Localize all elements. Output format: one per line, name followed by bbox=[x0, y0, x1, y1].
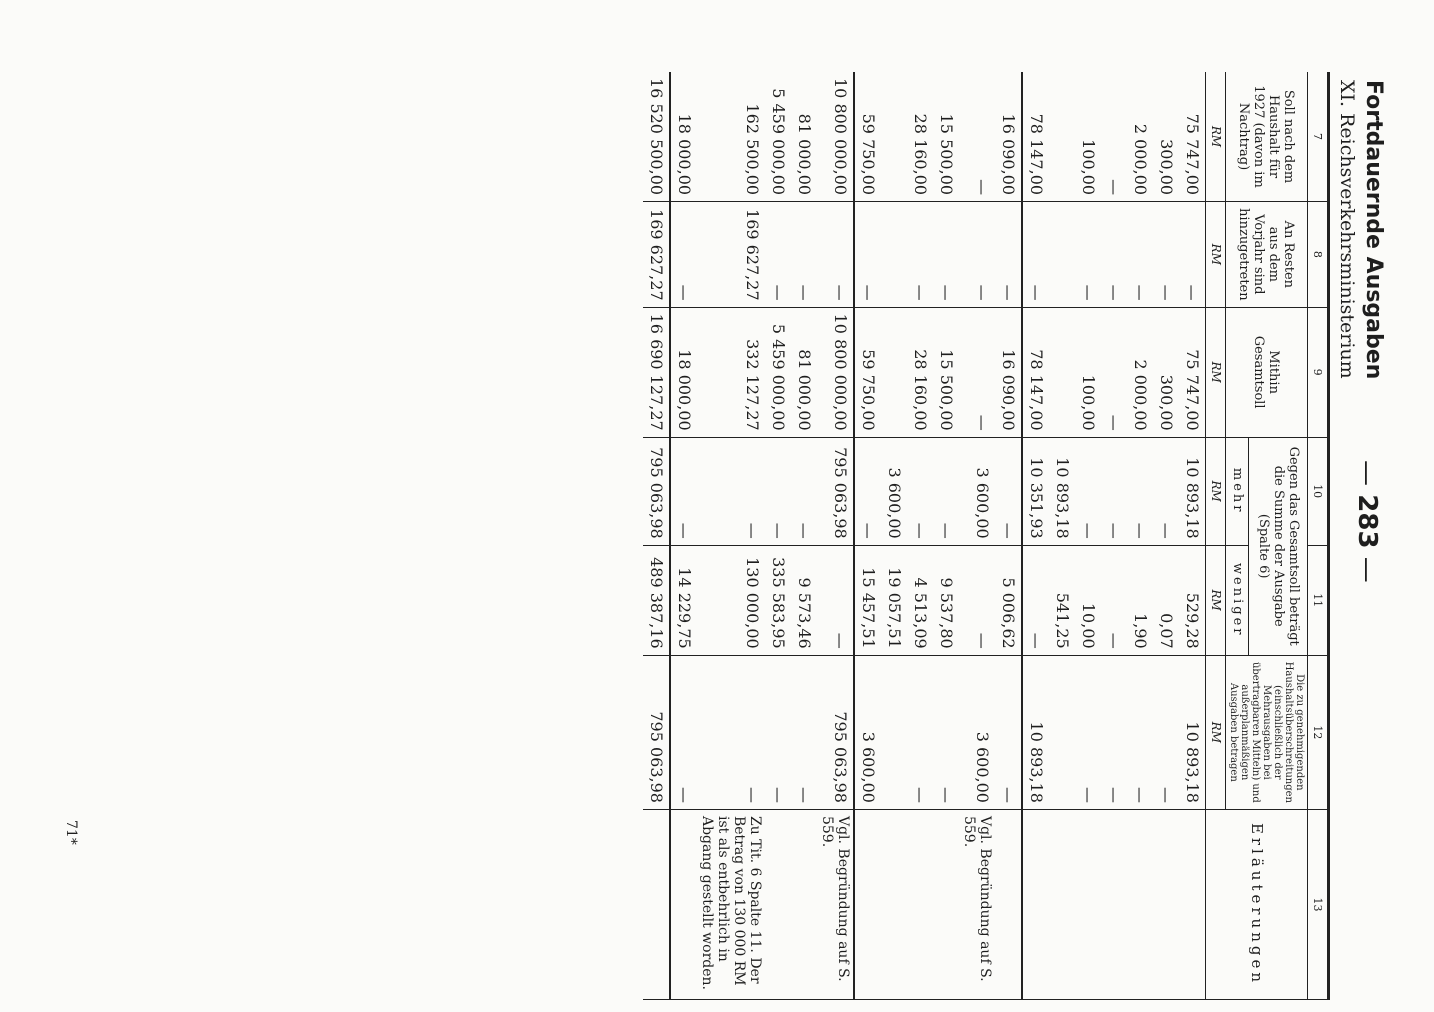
header-gesamtsoll: Mithin Gesamtsoll bbox=[1226, 307, 1308, 437]
total-row bbox=[643, 72, 670, 999]
cell-c12: 3 600,00 bbox=[854, 655, 881, 809]
cell-c8: — bbox=[1179, 202, 1206, 308]
cell-c9: — bbox=[959, 307, 995, 437]
cell-c11: 19 057,51 bbox=[881, 545, 907, 655]
cell-c7: 18 000,00 bbox=[670, 72, 697, 202]
table-body bbox=[643, 72, 1206, 999]
cell-c13 bbox=[791, 809, 817, 999]
cell-c12: — bbox=[765, 655, 791, 809]
cell-c11: — bbox=[1022, 545, 1049, 655]
table-row bbox=[933, 72, 959, 999]
cell-c10: — bbox=[1153, 437, 1179, 545]
cell-c10: 795 063,98 bbox=[817, 437, 854, 545]
cell-c11: 489 387,16 bbox=[643, 545, 670, 655]
cell-c8: — bbox=[817, 202, 854, 308]
cell-c7: 5 459 000,00 bbox=[765, 72, 791, 202]
cell-c7: 16 090,00 bbox=[995, 72, 1022, 202]
cell-c12: 3 600,00 bbox=[959, 655, 995, 809]
section-title: Fortdauernde Ausgaben bbox=[1361, 80, 1386, 380]
cell-c13: Zu Tit. 6 Spalte 11. Der Betrag von 130 000 RM ist als entbehrlich in Abgang gestellt worden. bbox=[697, 809, 765, 999]
cell-c13 bbox=[1101, 809, 1127, 999]
cell-c7: 2 000,00 bbox=[1127, 72, 1153, 202]
cell-c10: 795 063,98 bbox=[643, 437, 670, 545]
cell-c8: — bbox=[995, 202, 1022, 308]
cell-c8 bbox=[1049, 202, 1075, 308]
cell-c8: — bbox=[1101, 202, 1127, 308]
cell-c10: 3 600,00 bbox=[959, 437, 995, 545]
col-num-12: 12 bbox=[1308, 655, 1329, 809]
cell-c13 bbox=[1127, 809, 1153, 999]
cell-c11: 130 000,00 bbox=[697, 545, 765, 655]
table-row bbox=[995, 72, 1022, 999]
column-header-row bbox=[1249, 72, 1308, 999]
cell-c13 bbox=[854, 809, 881, 999]
cell-c13 bbox=[670, 809, 697, 999]
page-number: — 283 — bbox=[1352, 460, 1382, 583]
cell-c13: Vgl. Begründung auf S. 559. bbox=[959, 809, 995, 999]
cell-c7: 10 800 000,00 bbox=[817, 72, 854, 202]
cell-c12: — bbox=[791, 655, 817, 809]
cell-c10: — bbox=[995, 437, 1022, 545]
cell-c8: — bbox=[765, 202, 791, 308]
cell-c9: 10 800 000,00 bbox=[817, 307, 854, 437]
col-num-8: 8 bbox=[1308, 202, 1329, 308]
cell-c13 bbox=[1049, 809, 1075, 999]
cell-c13 bbox=[933, 809, 959, 999]
cell-c7: 78 147,00 bbox=[1022, 72, 1049, 202]
ministry-subtitle: XI. Reichsverkehrsministerium bbox=[1336, 80, 1358, 379]
table-row bbox=[1075, 72, 1101, 999]
cell-c10: — bbox=[670, 437, 697, 545]
sheet-mark: 71* bbox=[63, 820, 79, 845]
cell-c11: 10,00 bbox=[1075, 545, 1101, 655]
header-vergleich: Gegen das Gesamtsoll beträgt die Summe der Ausgabe (Spalte 6) bbox=[1249, 437, 1308, 655]
table-row bbox=[791, 72, 817, 999]
cell-c11: 529,28 bbox=[1179, 545, 1206, 655]
cell-c13 bbox=[765, 809, 791, 999]
table-row bbox=[1179, 72, 1206, 999]
cell-c7: 75 747,00 bbox=[1179, 72, 1206, 202]
cell-c9: 2 000,00 bbox=[1127, 307, 1153, 437]
cell-c7: 162 500,00 bbox=[697, 72, 765, 202]
header-ueberschreitungen: Die zu genehmigenden Haushaltsüberschreitungen (einschließlich der Mehrausgaben bei übertragbaren Mitteln) und außerplanmäßigen Ausgaben betragen bbox=[1226, 655, 1308, 809]
cell-c10: — bbox=[765, 437, 791, 545]
header-mehr: mehr bbox=[1226, 437, 1249, 545]
cell-c10: — bbox=[791, 437, 817, 545]
cell-c7: 28 160,00 bbox=[907, 72, 933, 202]
cell-c8: 169 627,27 bbox=[643, 202, 670, 308]
cell-c7 bbox=[1049, 72, 1075, 202]
cell-c8: — bbox=[1075, 202, 1101, 308]
cell-c9: 28 160,00 bbox=[907, 307, 933, 437]
cell-c8: — bbox=[933, 202, 959, 308]
cell-c8: 169 627,27 bbox=[697, 202, 765, 308]
cell-c8: — bbox=[1022, 202, 1049, 308]
table-row bbox=[1022, 72, 1049, 999]
table-row bbox=[1101, 72, 1127, 999]
cell-c12: — bbox=[1075, 655, 1101, 809]
cell-c9: 300,00 bbox=[1153, 307, 1179, 437]
cell-c8: — bbox=[1153, 202, 1179, 308]
cell-c10: 3 600,00 bbox=[881, 437, 907, 545]
cell-c10: 10 351,93 bbox=[1022, 437, 1049, 545]
cell-c8: — bbox=[854, 202, 881, 308]
cell-c9: 78 147,00 bbox=[1022, 307, 1049, 437]
cell-c7: — bbox=[1101, 72, 1127, 202]
cell-c9: — bbox=[1101, 307, 1127, 437]
cell-c12: 795 063,98 bbox=[643, 655, 670, 809]
cell-c13 bbox=[1075, 809, 1101, 999]
cell-c9: 16 090,00 bbox=[995, 307, 1022, 437]
table-row bbox=[1153, 72, 1179, 999]
cell-c11: 15 457,51 bbox=[854, 545, 881, 655]
cell-c9: 16 690 127,27 bbox=[643, 307, 670, 437]
cell-c11: 14 229,75 bbox=[670, 545, 697, 655]
cell-c12: — bbox=[907, 655, 933, 809]
cell-c13 bbox=[995, 809, 1022, 999]
cell-c10: 10 893,18 bbox=[1179, 437, 1206, 545]
unit-c10: RM bbox=[1206, 437, 1226, 545]
cell-c9: 18 000,00 bbox=[670, 307, 697, 437]
cell-c9: 81 000,00 bbox=[791, 307, 817, 437]
cell-c12: — bbox=[933, 655, 959, 809]
cell-c10: — bbox=[907, 437, 933, 545]
col-num-11: 11 bbox=[1308, 545, 1329, 655]
cell-c11: 541,25 bbox=[1049, 545, 1075, 655]
table-row bbox=[697, 72, 765, 999]
cell-c13 bbox=[907, 809, 933, 999]
cell-c13 bbox=[1153, 809, 1179, 999]
cell-c11: — bbox=[1101, 545, 1127, 655]
table-row bbox=[907, 72, 933, 999]
cell-c12: — bbox=[1153, 655, 1179, 809]
unit-c9: RM bbox=[1206, 307, 1226, 437]
cell-c11: 9 537,80 bbox=[933, 545, 959, 655]
table-row bbox=[854, 72, 881, 999]
cell-c8: — bbox=[670, 202, 697, 308]
cell-c10: 10 893,18 bbox=[1049, 437, 1075, 545]
cell-c13 bbox=[1022, 809, 1049, 999]
cell-c10: — bbox=[854, 437, 881, 545]
cell-c13: Vgl. Begründung auf S. 559. bbox=[817, 809, 854, 999]
table-row bbox=[765, 72, 791, 999]
cell-c11: 335 583,95 bbox=[765, 545, 791, 655]
cell-c7: — bbox=[959, 72, 995, 202]
header-erlaeuterungen: Erläuterungen bbox=[1206, 809, 1308, 999]
cell-c9: 100,00 bbox=[1075, 307, 1101, 437]
cell-c12: 795 063,98 bbox=[817, 655, 854, 809]
cell-c7: 300,00 bbox=[1153, 72, 1179, 202]
col-num-13: 13 bbox=[1308, 809, 1329, 999]
cell-c11: 1,90 bbox=[1127, 545, 1153, 655]
cell-c8: — bbox=[959, 202, 995, 308]
unit-c8: RM bbox=[1206, 202, 1226, 308]
col-num-10: 10 bbox=[1308, 437, 1329, 545]
header-reste: An Resten aus dem Vorjahr sind hinzugetreten bbox=[1226, 202, 1308, 308]
cell-c12: — bbox=[697, 655, 765, 809]
cell-c10: — bbox=[1075, 437, 1101, 545]
cell-c10: — bbox=[1127, 437, 1153, 545]
column-number-row bbox=[1308, 72, 1329, 999]
table-row bbox=[881, 72, 907, 999]
cell-c11: 9 573,46 bbox=[791, 545, 817, 655]
cell-c12: — bbox=[1101, 655, 1127, 809]
cell-c12: 10 893,18 bbox=[1022, 655, 1049, 809]
header-soll: Soll nach dem Haushalt für 1927 (davon im Nachtrag) bbox=[1226, 72, 1308, 202]
expenditure-table bbox=[643, 72, 1330, 1000]
cell-c7: 15 500,00 bbox=[933, 72, 959, 202]
col-num-9: 9 bbox=[1308, 307, 1329, 437]
header-weniger: weniger bbox=[1226, 545, 1249, 655]
cell-c13 bbox=[1179, 809, 1206, 999]
cell-c9: 5 459 000,00 bbox=[765, 307, 791, 437]
cell-c13 bbox=[643, 809, 670, 999]
cell-c9: 15 500,00 bbox=[933, 307, 959, 437]
cell-c11: 0,07 bbox=[1153, 545, 1179, 655]
col-num-7: 7 bbox=[1308, 72, 1329, 202]
cell-c12 bbox=[1049, 655, 1075, 809]
table-row bbox=[959, 72, 995, 999]
table-row bbox=[1127, 72, 1153, 999]
cell-c12: — bbox=[670, 655, 697, 809]
cell-c12: 10 893,18 bbox=[1179, 655, 1206, 809]
unit-c7: RM bbox=[1206, 72, 1226, 202]
cell-c11: 4 513,09 bbox=[907, 545, 933, 655]
cell-c12 bbox=[881, 655, 907, 809]
cell-c7: 100,00 bbox=[1075, 72, 1101, 202]
cell-c11: 5 006,62 bbox=[995, 545, 1022, 655]
cell-c12: — bbox=[995, 655, 1022, 809]
table-row bbox=[670, 72, 697, 999]
cell-c9 bbox=[881, 307, 907, 437]
cell-c11: — bbox=[817, 545, 854, 655]
cell-c8: — bbox=[791, 202, 817, 308]
cell-c8: — bbox=[907, 202, 933, 308]
table-row bbox=[817, 72, 854, 999]
cell-c8 bbox=[881, 202, 907, 308]
table-row bbox=[1049, 72, 1075, 999]
cell-c10: — bbox=[933, 437, 959, 545]
cell-c13 bbox=[881, 809, 907, 999]
cell-c10: — bbox=[697, 437, 765, 545]
unit-c12: RM bbox=[1206, 655, 1226, 809]
cell-c7 bbox=[881, 72, 907, 202]
cell-c8: — bbox=[1127, 202, 1153, 308]
unit-c11: RM bbox=[1206, 545, 1226, 655]
cell-c7: 81 000,00 bbox=[791, 72, 817, 202]
cell-c9 bbox=[1049, 307, 1075, 437]
cell-c12: — bbox=[1127, 655, 1153, 809]
cell-c7: 16 520 500,00 bbox=[643, 72, 670, 202]
cell-c10: — bbox=[1101, 437, 1127, 545]
cell-c9: 332 127,27 bbox=[697, 307, 765, 437]
cell-c7: 59 750,00 bbox=[854, 72, 881, 202]
cell-c9: 75 747,00 bbox=[1179, 307, 1206, 437]
cell-c11: — bbox=[959, 545, 995, 655]
cell-c9: 59 750,00 bbox=[854, 307, 881, 437]
